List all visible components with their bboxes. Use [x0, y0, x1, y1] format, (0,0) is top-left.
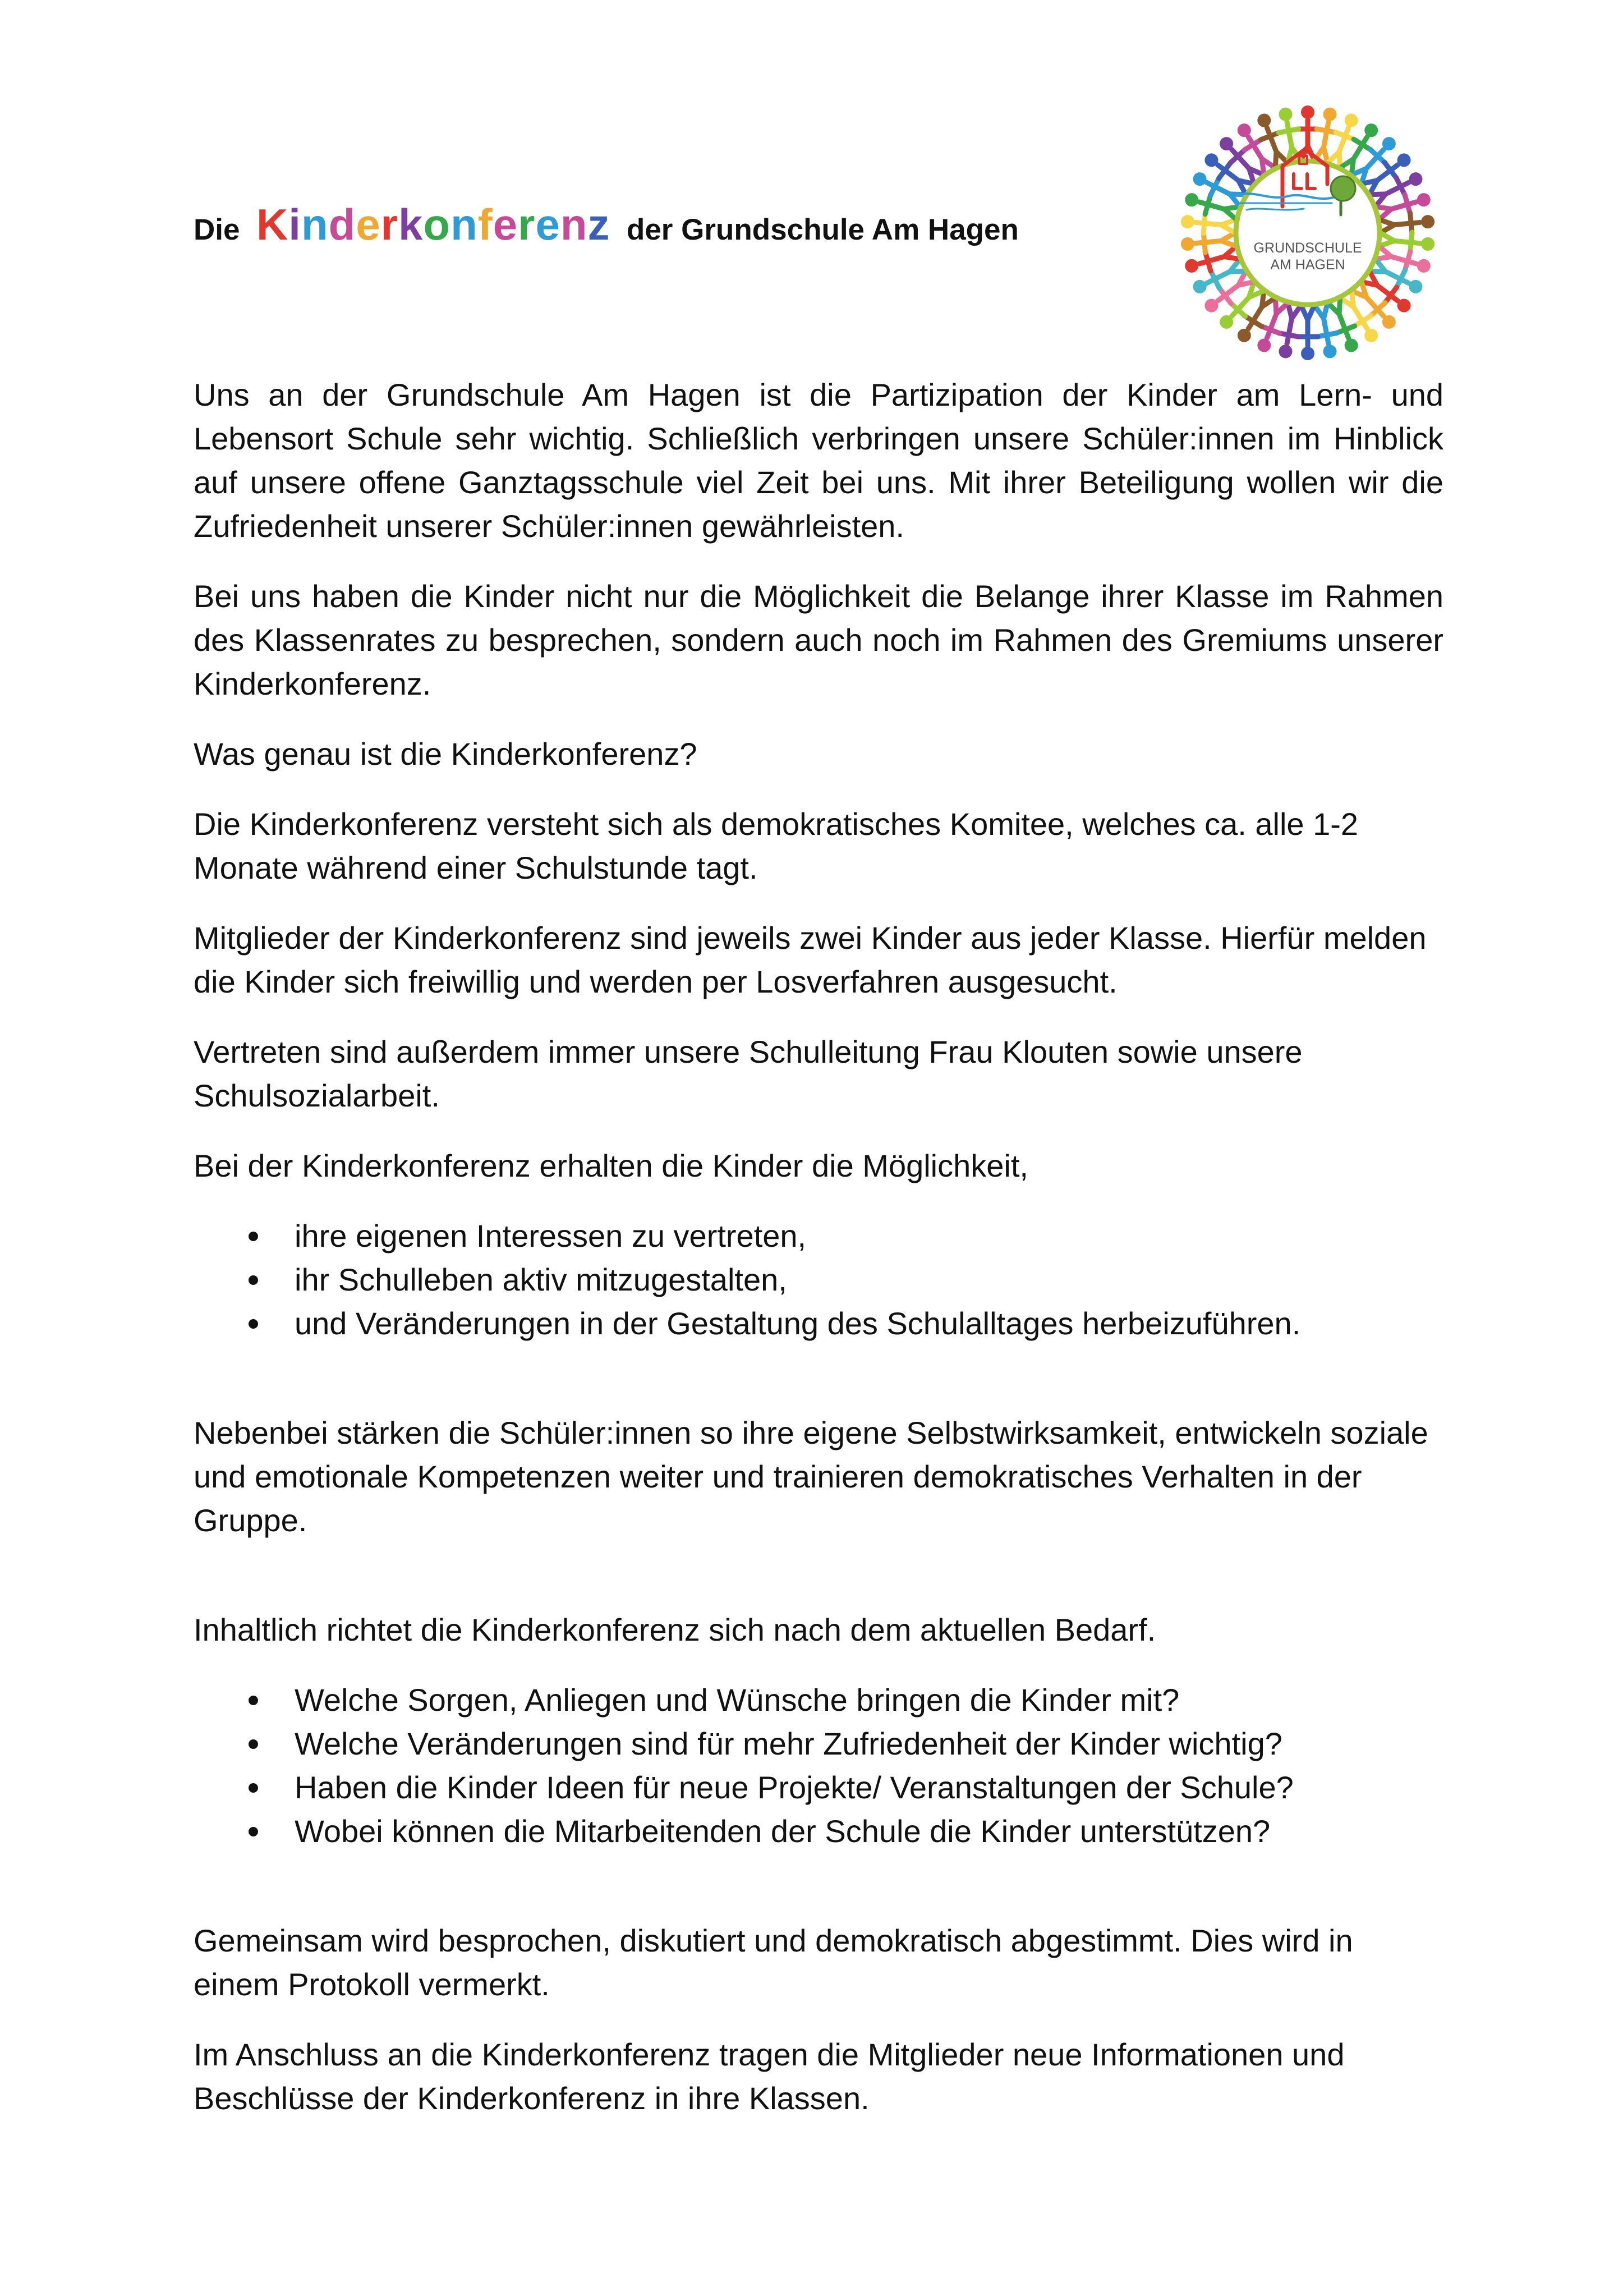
title-letter: d	[328, 200, 356, 249]
spacer	[194, 1880, 1443, 1919]
title-letter: n	[301, 200, 329, 249]
title-letter: z	[587, 200, 610, 249]
paragraph-members: Mitglieder der Kinderkonferenz sind jeweils zwei Kinder aus jeder Klasse. Hierfür melden die Kinder sich freiwillig und werden per Losverfahren ausgesucht.	[194, 920, 1427, 999]
title-letter: r	[380, 200, 399, 249]
child-figure-icon	[1338, 290, 1383, 347]
title-letter: r	[518, 200, 536, 249]
title-letter: o	[423, 200, 451, 249]
spacer	[194, 1372, 1443, 1411]
child-figure-icon	[1200, 148, 1255, 197]
title-highlight-word	[256, 200, 610, 249]
paragraph-definition: Die Kinderkonferenz versteht sich als demokratisches Komitee, welches ca. alle 1-2 Monate während einer Schulstunde tagt.	[194, 806, 1359, 885]
list-item: ihr Schulleben aktiv mitzugestalten,	[194, 1258, 1443, 1302]
list-item: Haben die Kinder Ideen für neue Projekte/ Veranstaltungen der Schule?	[194, 1766, 1443, 1810]
paragraph-skills: Nebenbei stärken die Schüler:innen so ihre eigene Selbstwirksamkeit, entwickeln soziale und emotionale Kompetenzen weiter und trainieren demokratisches Verhalten in der Gruppe.	[194, 1415, 1428, 1538]
title-letter: K	[256, 200, 289, 249]
paragraph-voting: Gemeinsam wird besprochen, diskutiert und demokratisch abgestimmt. Dies wird in einem Protokoll vermerkt.	[194, 1923, 1353, 2002]
list-item: und Veränderungen in der Gestaltung des Schulalltages herbeizuführen.	[194, 1302, 1443, 1346]
title-letter: n	[450, 200, 478, 249]
child-figure-icon	[1338, 120, 1383, 176]
opportunity-list	[194, 1214, 1443, 1346]
logo-text-line1: GRUNDSCHULE	[1253, 240, 1362, 256]
title-letter: k	[398, 200, 424, 249]
title-letter: f	[477, 200, 493, 249]
child-figure-icon	[1200, 269, 1255, 318]
document-body	[194, 373, 1443, 2147]
title-prefix: Die	[194, 213, 240, 246]
title-letter: i	[288, 200, 301, 249]
list-item: Wobei können die Mitarbeitenden der Schule die Kinder unterstützen?	[194, 1810, 1443, 1853]
paragraph-klassenrat: Bei uns haben die Kinder nicht nur die Möglichkeit die Belange ihrer Klasse im Rahmen des Klassenrates zu besprechen, sondern auch noch im Rahmen des Gremiums unserer Kinderkonferenz.	[194, 578, 1443, 701]
title-letter: e	[493, 200, 518, 249]
page-title	[194, 191, 1019, 264]
child-figure-icon	[1298, 306, 1318, 360]
child-figure-icon	[1232, 290, 1277, 347]
list-item: Welche Sorgen, Anliegen und Wünsche bringen die Kinder mit?	[194, 1678, 1443, 1722]
paragraph-opportunity: Bei der Kinderkonferenz erhalten die Kinder die Möglichkeit,	[194, 1148, 1028, 1183]
paragraph-content: Inhaltlich richtet die Kinderkonferenz sich nach dem aktuellen Bedarf.	[194, 1612, 1156, 1647]
child-figure-icon	[1360, 269, 1415, 318]
spacer	[194, 1569, 1443, 1608]
list-item: Welche Veränderungen sind für mehr Zufriedenheit der Kinder wichtig?	[194, 1722, 1443, 1766]
title-letter: e	[356, 200, 381, 249]
logo-text-line2: AM HAGEN	[1270, 257, 1345, 273]
paragraph-intro: Uns an der Grundschule Am Hagen ist die Partizipation der Kinder am Lern- und Lebensort Schule sehr wichtig. Schließlich verbringen unsere Schüler:innen im Hinblick auf unsere offene Ganztagsschule viel Zeit bei uns. Mit ihrer Beteiligung wollen wir die Zufriedenheit unserer Schüler:innen gewährleisten.	[194, 377, 1443, 544]
list-item: ihre eigenen Interessen zu vertreten,	[194, 1214, 1443, 1258]
school-logo	[1175, 100, 1441, 366]
child-figure-icon	[1360, 148, 1415, 197]
paragraph-followup: Im Anschluss an die Kinderkonferenz tragen die Mitglieder neue Informationen und Beschlüsse der Kinderkonferenz in ihre Klassen.	[194, 2037, 1345, 2116]
child-figure-icon	[1232, 120, 1277, 176]
paragraph-question: Was genau ist die Kinderkonferenz?	[194, 736, 697, 772]
title-letter: n	[560, 200, 588, 249]
title-letter: e	[535, 200, 560, 249]
paragraph-representatives: Vertreten sind außerdem immer unsere Schulleitung Frau Klouten sowie unsere Schulsozialarbeit.	[194, 1034, 1303, 1113]
questions-list	[194, 1678, 1443, 1853]
title-suffix: der Grundschule Am Hagen	[626, 213, 1019, 246]
